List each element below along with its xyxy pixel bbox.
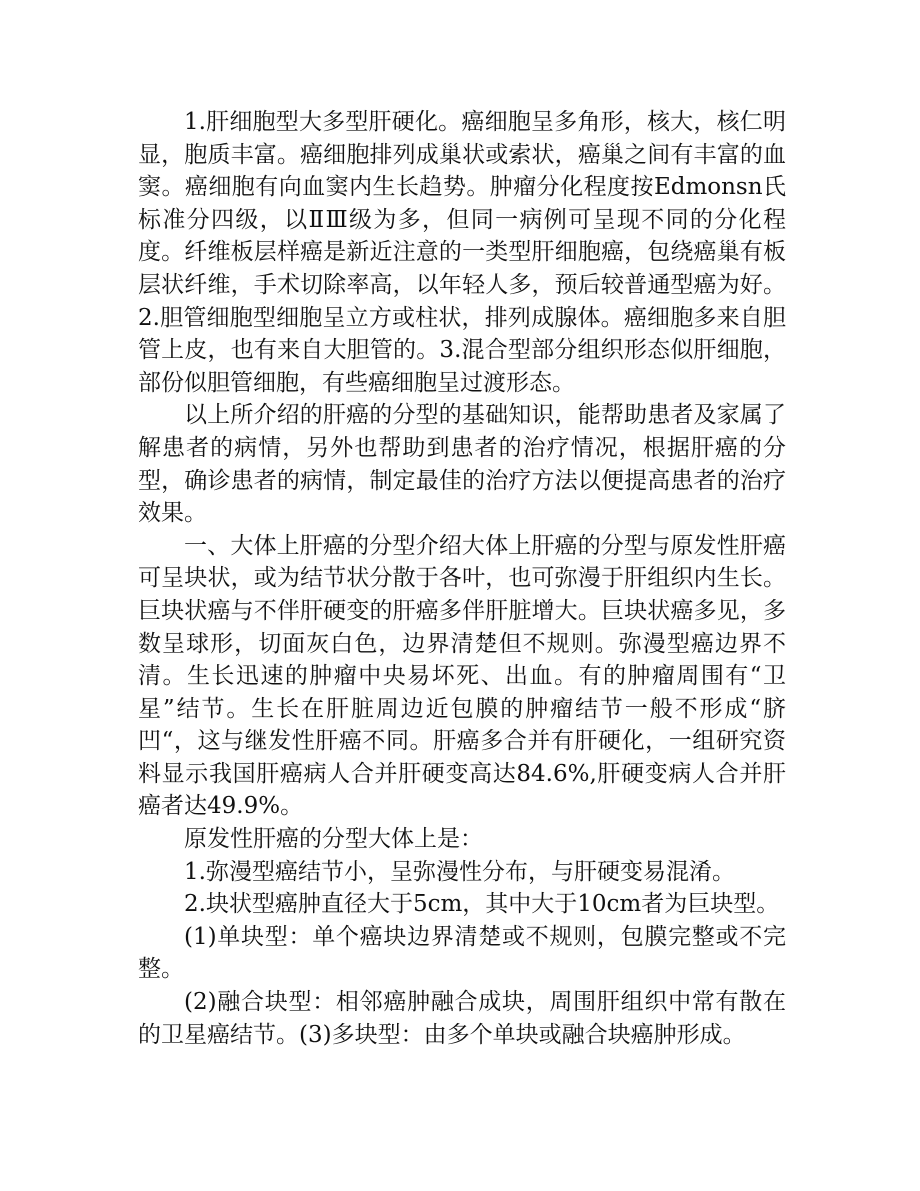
paragraph-classification-heading: 原发性肝癌的分型大体上是：	[184, 826, 483, 853]
paragraph-gross-types: 一、大体上肝癌的分型介绍大体上肝癌的分型与原发性肝癌可呈块状，或为结节状分散于各叶，也可弥漫于肝组织内生长。巨块状癌与不伴肝硬变的肝癌多伴肝脏增大。巨块状癌多见，多数呈球形，切面灰白色，边界清楚但不规则。弥漫型癌边界不清。生长迅速的肿瘤中央易坏死、出血。有的肿瘤周围有“卫星”结节。生长在肝脏周边近包膜的肿瘤结节一般不形成“脐凹“，这与继发性肝癌不同。肝癌多合并有肝硬化，一组研究资料显示我国肝癌病人合并肝硬变高达84.6%,肝硬变病人合并肝癌者达49.9%。	[138, 532, 786, 820]
document-body	[138, 106, 786, 1051]
paragraph-diffuse-type: 1.弥漫型癌结节小，呈弥漫性分布，与肝硬变易混淆。	[184, 858, 735, 885]
paragraph-summary: 以上所介绍的肝癌的分型的基础知识，能帮助患者及家属了解患者的病情，另外也帮助到患者的治疗情况，根据肝癌的分型，确诊患者的病情，制定最佳的治疗方法以便提高患者的治疗效果。	[138, 402, 786, 527]
paragraph-massive-type: 2.块状型癌肿直径大于5cm，其中大于10cm者为巨块型。	[184, 891, 780, 918]
paragraph-fused-mass: (2)融合块型：相邻癌肿融合成块，周围肝组织中常有散在的卫星癌结节。(3)多块型：由多个单块或融合块癌肿形成。	[138, 989, 786, 1048]
paragraph-cell-types: 1.肝细胞型大多型肝硬化。癌细胞呈多角形，核大，核仁明显，胞质丰富。癌细胞排列成巢状或索状，癌巢之间有丰富的血窦。癌细胞有向血窦内生长趋势。肿瘤分化程度按Edmonsn氏标准分四级，以ⅡⅢ级为多，但同一病例可呈现不同的分化程度。纤维板层样癌是新近注意的一类型肝细胞癌，包绕癌巢有板层状纤维，手术切除率高，以年轻人多，预后较普通型癌为好。2.胆管细胞型细胞呈立方或柱状，排列成腺体。癌细胞多来自胆管上皮，也有来自大胆管的。3.混合型部分组织形态似肝细胞，部份似胆管细胞，有些癌细胞呈过渡形态。	[138, 109, 786, 396]
paragraph-single-mass: (1)单块型：单个癌块边界清楚或不规则，包膜完整或不完整。	[138, 923, 786, 983]
